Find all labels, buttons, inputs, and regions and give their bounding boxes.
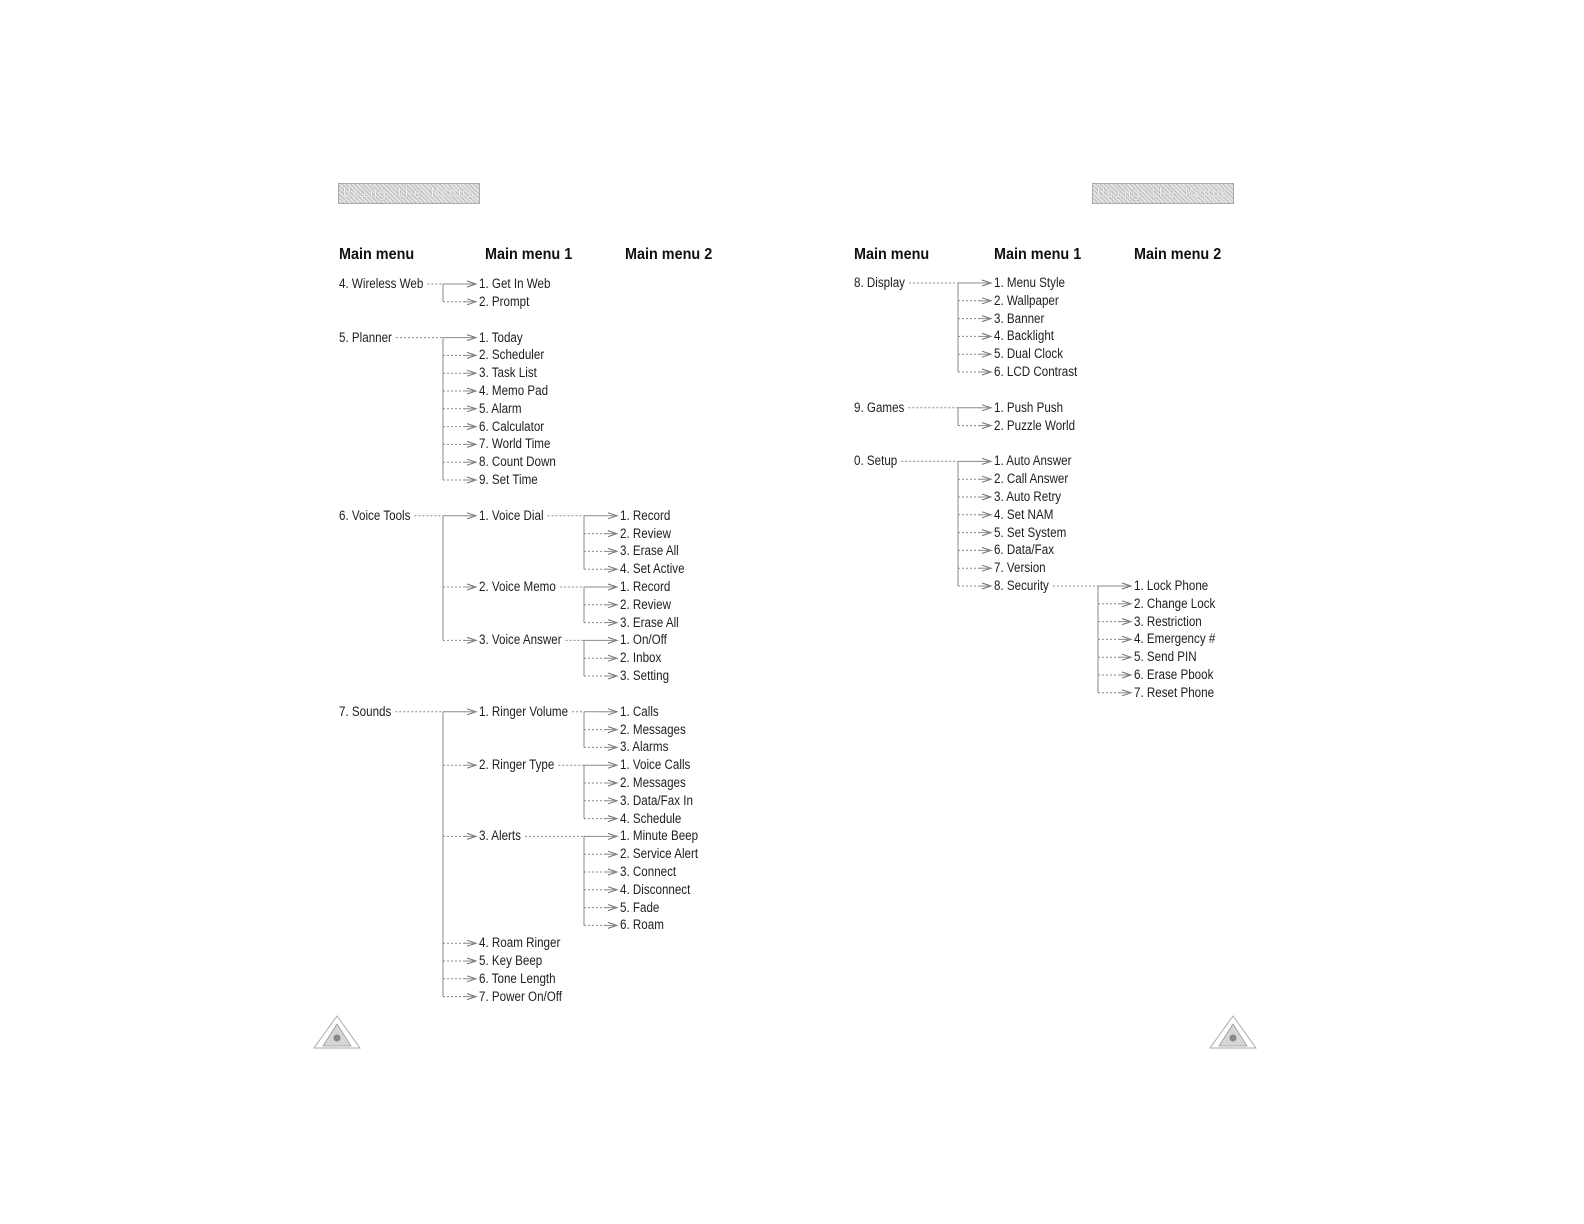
submenu2-item-1-voice-calls: 1. Voice Calls <box>620 757 691 773</box>
submenu-item-5-set-system: 5. Set System <box>994 524 1067 540</box>
submenu-item-5-key-beep: 5. Key Beep <box>479 953 543 968</box>
submenu2-item-1-lock-phone: 1. Lock Phone <box>1134 578 1209 593</box>
submenu-item-5-alarm: 5. Alarm <box>479 400 522 416</box>
submenu-item-2-voice-memo: 2. Voice Memo <box>479 579 556 594</box>
submenu-item-4-set-nam: 4. Set NAM <box>994 506 1054 522</box>
submenu-item-9-set-time: 9. Set Time <box>479 472 538 487</box>
submenu2-item-1-calls: 1. Calls <box>620 703 659 719</box>
submenu2-item-6-roam: 6. Roam <box>620 917 664 933</box>
main-menu-item-7-sounds: 7. Sounds <box>339 703 392 719</box>
submenu2-item-2-inbox: 2. Inbox <box>620 650 662 666</box>
submenu-item-6-calculator: 6. Calculator <box>479 418 545 434</box>
section-header-label: Using the Menus <box>343 186 476 201</box>
submenu-item-1-today: 1. Today <box>479 329 523 345</box>
submenu2-item-3-erase-all: 3. Erase All <box>620 543 679 559</box>
submenu2-item-2-messages: 2. Messages <box>620 721 686 737</box>
submenu2-item-4-disconnect: 4. Disconnect <box>620 881 691 897</box>
submenu-item-1-ringer-volume: 1. Ringer Volume <box>479 703 569 719</box>
column-head-main-menu-1: Main menu 1 <box>994 246 1082 263</box>
submenu-item-2-call-answer: 2. Call Answer <box>994 471 1069 487</box>
submenu2-item-3-setting: 3. Setting <box>620 668 670 683</box>
submenu-item-2-ringer-type: 2. Ringer Type <box>479 757 555 773</box>
submenu2-item-1-minute-beep: 1. Minute Beep <box>620 828 699 844</box>
submenu2-item-2-change-lock: 2. Change Lock <box>1134 595 1216 611</box>
main-menu-item-0-setup: 0. Setup <box>854 453 898 469</box>
submenu2-item-3-erase-all: 3. Erase All <box>620 614 679 630</box>
main-menu-item-5-planner: 5. Planner <box>339 329 392 345</box>
submenu2-item-2-review: 2. Review <box>620 525 671 541</box>
submenu2-item-3-alarms: 3. Alarms <box>620 739 669 755</box>
column-head-main-menu-2: Main menu 2 <box>1134 246 1222 263</box>
main-menu-item-4-wireless-web: 4. Wireless Web <box>339 276 424 291</box>
submenu-item-6-tone-length: 6. Tone Length <box>479 970 556 986</box>
submenu-item-2-puzzle-world: 2. Puzzle World <box>994 417 1076 433</box>
column-head-main-menu: Main menu <box>854 246 930 263</box>
submenu2-item-4-set-active: 4. Set Active <box>620 561 685 577</box>
submenu-item-4-roam-ringer: 4. Roam Ringer <box>479 935 561 951</box>
submenu2-item-3-data-fax-in: 3. Data/Fax In <box>620 792 693 808</box>
submenu2-item-1-record: 1. Record <box>620 579 671 594</box>
submenu2-item-2-service-alert: 2. Service Alert <box>620 846 699 862</box>
submenu2-item-7-reset-phone: 7. Reset Phone <box>1134 684 1215 700</box>
submenu-item-3-voice-answer: 3. Voice Answer <box>479 632 562 648</box>
submenu2-item-3-restriction: 3. Restriction <box>1134 613 1202 629</box>
submenu-item-2-prompt: 2. Prompt <box>479 293 530 309</box>
column-head-main-menu-1: Main menu 1 <box>485 246 573 263</box>
submenu-item-1-get-in-web: 1. Get In Web <box>479 276 551 291</box>
submenu-item-3-task-list: 3. Task List <box>479 365 537 381</box>
submenu-item-5-dual-clock: 5. Dual Clock <box>994 346 1064 362</box>
main-menu-item-9-games: 9. Games <box>854 399 905 415</box>
submenu2-item-5-fade: 5. Fade <box>620 899 660 915</box>
submenu-item-1-voice-dial: 1. Voice Dial <box>479 507 544 523</box>
main-menu-item-6-voice-tools: 6. Voice Tools <box>339 507 411 523</box>
submenu-item-8-security: 8. Security <box>994 578 1049 593</box>
submenu-item-2-wallpaper: 2. Wallpaper <box>994 292 1059 308</box>
submenu-item-7-version: 7. Version <box>994 560 1046 576</box>
submenu2-item-5-send-pin: 5. Send PIN <box>1134 649 1197 665</box>
submenu2-item-2-review: 2. Review <box>620 596 671 612</box>
submenu2-item-4-emergency: 4. Emergency # <box>1134 631 1216 647</box>
column-head-main-menu-2: Main menu 2 <box>625 246 713 263</box>
main-menu-item-8-display: 8. Display <box>854 275 905 290</box>
column-head-main-menu: Main menu <box>339 246 415 263</box>
submenu-item-1-auto-answer: 1. Auto Answer <box>994 453 1072 469</box>
submenu2-item-1-on-off: 1. On/Off <box>620 632 667 648</box>
submenu-item-1-menu-style: 1. Menu Style <box>994 275 1065 290</box>
submenu-item-3-auto-retry: 3. Auto Retry <box>994 489 1062 504</box>
submenu-item-8-count-down: 8. Count Down <box>479 454 556 470</box>
submenu-item-4-backlight: 4. Backlight <box>994 328 1055 344</box>
submenu-item-4-memo-pad: 4. Memo Pad <box>479 383 549 398</box>
submenu-item-6-lcd-contrast: 6. LCD Contrast <box>994 364 1078 379</box>
submenu2-item-6-erase-pbook: 6. Erase Pbook <box>1134 667 1214 682</box>
submenu-item-7-world-time: 7. World Time <box>479 436 551 452</box>
submenu-item-7-power-on-off: 7. Power On/Off <box>479 988 563 1004</box>
submenu2-item-2-messages: 2. Messages <box>620 775 686 790</box>
section-header-label: Using the Menus <box>1097 186 1230 201</box>
submenu-item-1-push-push: 1. Push Push <box>994 399 1064 415</box>
submenu-item-3-banner: 3. Banner <box>994 310 1045 326</box>
submenu-item-3-alerts: 3. Alerts <box>479 828 521 844</box>
submenu2-item-1-record: 1. Record <box>620 507 671 523</box>
submenu-item-6-data-fax: 6. Data/Fax <box>994 542 1055 558</box>
tree-connector-lines <box>792 0 1584 1224</box>
submenu-item-2-scheduler: 2. Scheduler <box>479 347 545 363</box>
submenu2-item-3-connect: 3. Connect <box>620 864 677 879</box>
right-page <box>792 0 1584 1224</box>
submenu2-item-4-schedule: 4. Schedule <box>620 810 682 826</box>
